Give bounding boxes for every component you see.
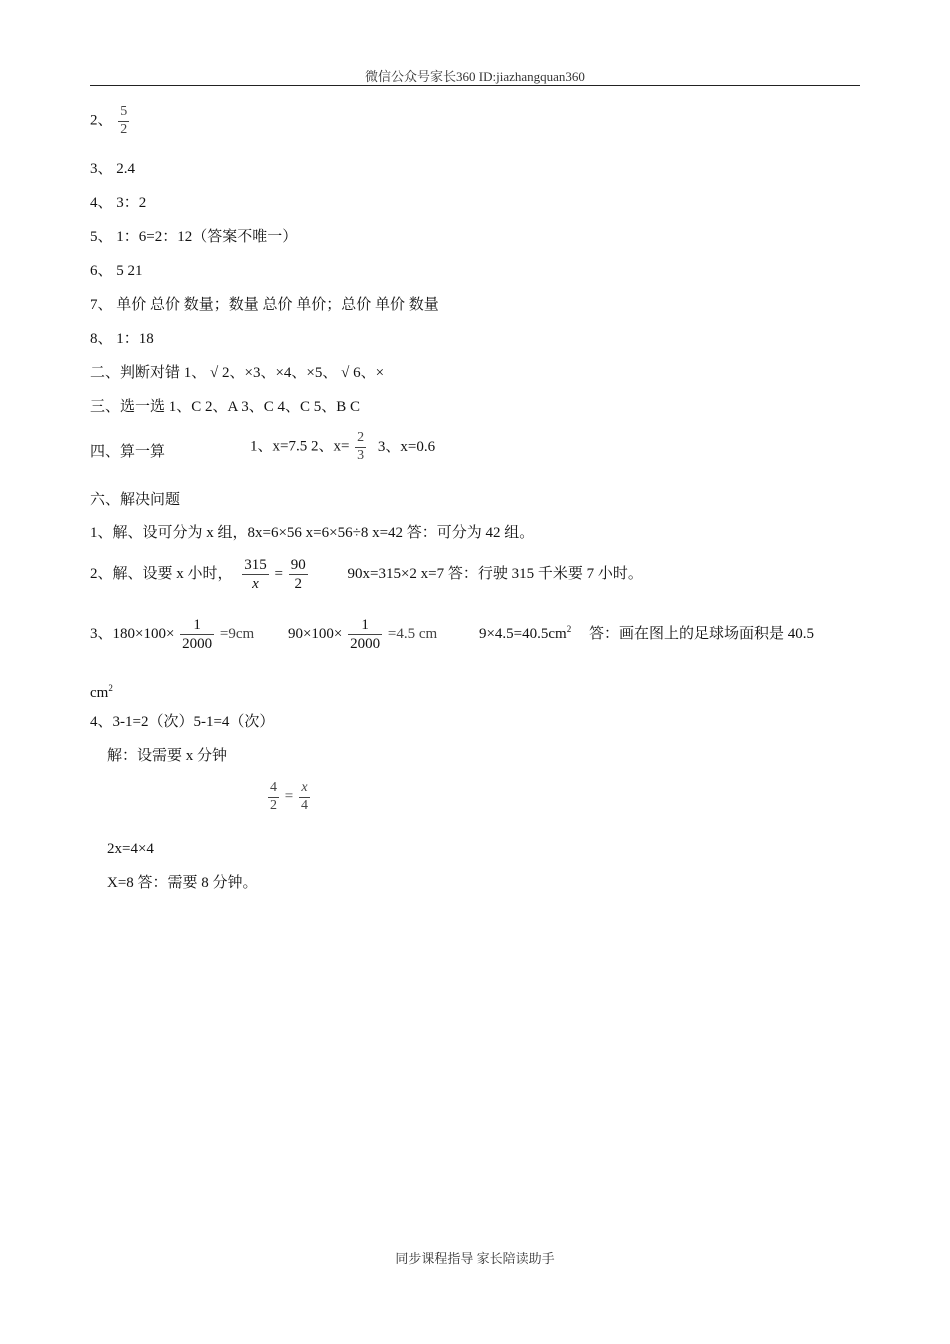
denominator: 3 <box>357 447 365 463</box>
section-judge: 二、判断对错 1、 √ 2、×3、×4、×5、 √ 6、× <box>90 365 385 381</box>
answer-line-6: 6、 5 21 <box>90 263 143 279</box>
answer-line-2 <box>90 104 131 139</box>
solve-3-part-e: 9×4.5=40.5cm <box>478 625 567 642</box>
section-calc-label: 四、算一算 <box>90 444 166 460</box>
fraction <box>118 104 129 139</box>
unit-cm: cm <box>90 685 109 701</box>
answer-line-4: 4、 3：2 <box>90 195 147 211</box>
section-choose: 三、选一选 1、C 2、A 3、C 4、C 5、B C <box>90 399 361 415</box>
denominator: 4 <box>300 797 308 813</box>
calc-answer-1-2: 1、x=7.5 2、x= <box>250 438 350 455</box>
superscript: 2 <box>566 623 572 634</box>
section-solve-title: 六、解决问题 <box>90 492 181 508</box>
solve-3-answer: 答：画在图上的足球场面积是 40.5 <box>588 625 814 642</box>
denominator: 2000 <box>182 636 213 652</box>
denominator: x <box>242 574 269 593</box>
numerator: x <box>301 780 308 795</box>
answer-line-3: 3、 2.4 <box>90 161 136 177</box>
solve-4-answer: X=8 答：需要 8 分钟。 <box>107 875 258 891</box>
superscript: 2 <box>108 683 113 693</box>
solve-3-part-d: =4.5 cm <box>387 625 438 642</box>
numerator: 5 <box>120 104 128 119</box>
numerator: 1 <box>193 617 201 633</box>
solve-4-setup: 解：设需要 x 分钟 <box>107 748 228 764</box>
fraction <box>299 780 310 815</box>
solve-4: 4、3-1=2（次）5-1=4（次） <box>90 714 275 730</box>
solve-1: 1、解、设可分为 x 组，8x=6×56 x=6×56÷8 x=42 答：可分为 42 组。 <box>90 525 535 541</box>
denominator: 2 <box>270 797 277 813</box>
numerator: 4 <box>270 780 277 795</box>
solve-3-part-b: =9cm <box>219 625 255 642</box>
equals-sign: = <box>284 788 294 805</box>
solve-4-step: 2x=4×4 <box>107 841 154 857</box>
fraction <box>355 430 366 465</box>
solve-2-prefix: 2、解、设要 x 小时， <box>90 565 233 582</box>
fraction <box>289 556 308 593</box>
solve-3-continued <box>90 678 113 703</box>
page-footer: 同步课程指导 家长陪读助手 <box>395 1251 555 1266</box>
numerator: 2 <box>357 430 365 445</box>
denominator: 2000 <box>350 636 381 652</box>
page-header: 微信公众号家长360 ID:jiazhangquan360 <box>365 69 585 84</box>
solve-3-part-a: 3、180×100× <box>90 625 175 642</box>
answer-line-8: 8、 1：18 <box>90 331 154 347</box>
fraction <box>348 616 382 653</box>
solve-2-rest: 90x=315×2 x=7 答：行驶 315 千米要 7 小时。 <box>347 565 643 582</box>
line-number: 2、 <box>90 112 113 129</box>
solve-3-part-c: 90×100× <box>287 625 343 642</box>
section-calc-answers <box>250 430 435 465</box>
fraction <box>268 780 279 815</box>
fraction <box>180 616 214 653</box>
solve-4-equation <box>266 780 312 815</box>
calc-answer-3: 3、x=0.6 <box>377 438 436 455</box>
answer-line-7: 7、 单价 总价 数量；数量 总价 单价；总价 单价 数量 <box>90 297 439 313</box>
denominator: 2 <box>289 574 308 593</box>
answer-line-5: 5、 1：6=2：12（答案不唯一） <box>90 229 298 245</box>
equals-sign: = <box>274 565 283 582</box>
numerator: 315 <box>244 557 267 573</box>
header-rule <box>90 85 860 86</box>
solve-3 <box>90 616 814 653</box>
fraction <box>242 556 269 593</box>
denominator: 2 <box>120 121 128 137</box>
numerator: 1 <box>361 617 369 633</box>
solve-2 <box>90 556 643 593</box>
numerator: 90 <box>290 557 306 573</box>
